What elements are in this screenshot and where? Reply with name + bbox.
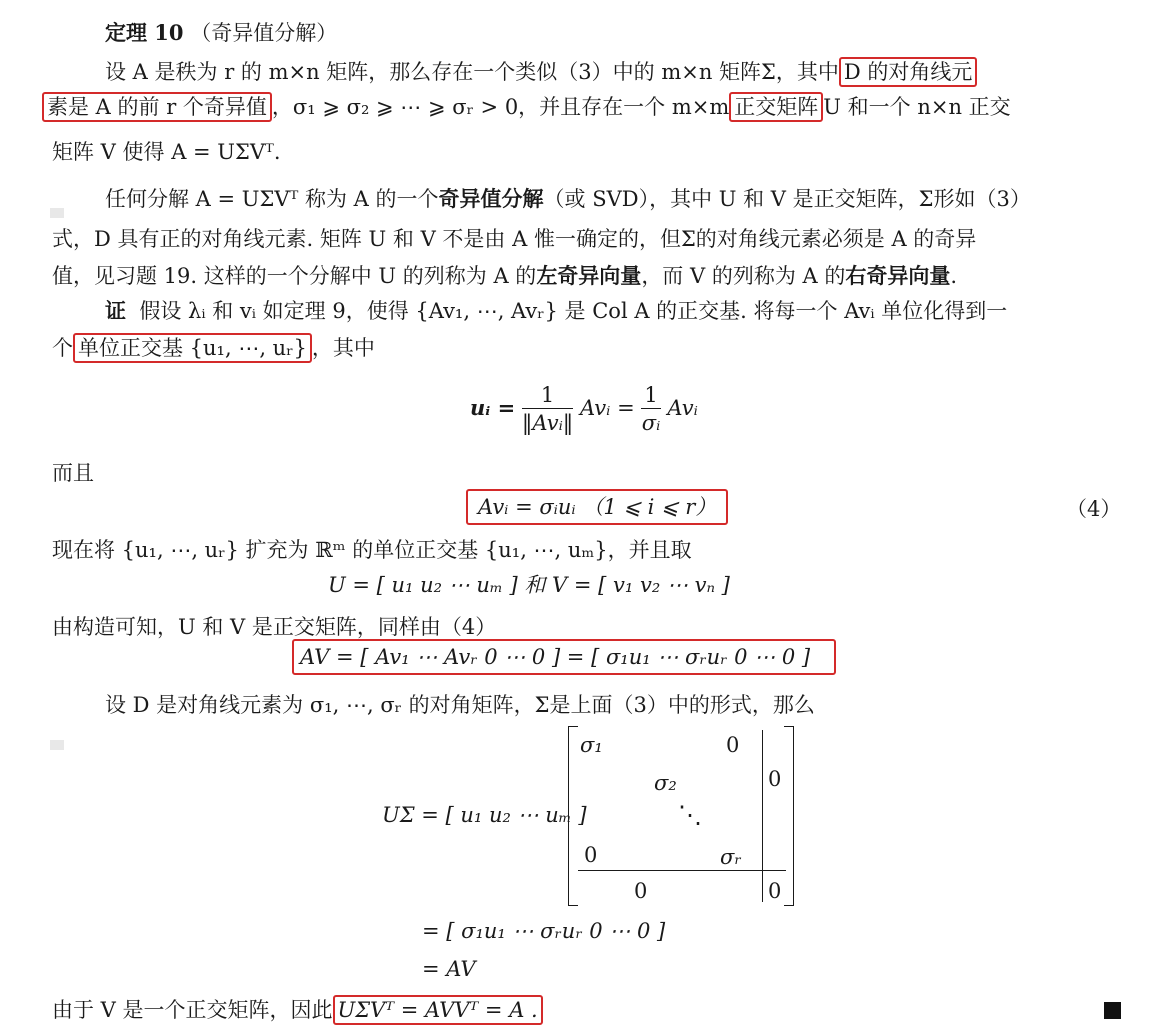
matrix-bracket-left	[568, 726, 578, 906]
frac-den: σᵢ	[641, 411, 661, 435]
and-text: 而且	[52, 461, 94, 485]
eq-text: Avᵢ	[667, 396, 698, 420]
proof-text: 个	[52, 336, 73, 360]
matrix-bracket-right	[784, 726, 794, 906]
highlight-box: UΣVᵀ = AVVᵀ = A .	[333, 995, 543, 1025]
highlight-box: D 的对角线元	[839, 57, 978, 87]
theorem-heading	[105, 18, 337, 48]
av-equation	[292, 642, 836, 672]
final-text: 由于 V 是一个正交矩阵，因此	[52, 998, 333, 1022]
final-line	[52, 995, 543, 1025]
eq-text: uᵢ =	[470, 395, 516, 420]
proof-line-2	[52, 333, 375, 363]
para-line-2	[52, 224, 976, 254]
matrix-zero: 0	[584, 843, 598, 867]
para-text: （或 SVD），其中 U 和 V 是正交矩阵，Σ形如（3）	[543, 187, 1031, 211]
matrix-ddots: ⋱	[678, 801, 702, 829]
highlight-box: 正交矩阵	[729, 92, 823, 122]
matrix-sigma-2: σ₂	[654, 771, 677, 795]
fraction	[522, 382, 573, 437]
term-left-singular: 左奇异向量	[536, 263, 642, 288]
para-line-3	[52, 261, 957, 291]
frac-num: 1	[522, 382, 573, 409]
matrix-zero: 0	[726, 733, 740, 757]
theorem-line-3	[52, 137, 281, 167]
proof-text: ，其中	[311, 336, 375, 360]
frac-den: ‖Avᵢ‖	[521, 411, 574, 435]
equation-4	[466, 492, 728, 522]
matrix-zero: 0	[768, 767, 782, 791]
theorem-title: 定理 10	[105, 20, 184, 45]
matrix-partition-vertical	[762, 730, 763, 902]
matrix-partition-horizontal	[578, 870, 786, 871]
theorem-text: 矩阵 V 使得 A = UΣVᵀ.	[52, 140, 281, 164]
para-text: .	[950, 264, 958, 288]
para-text: ，而 V 的列称为 A 的	[641, 264, 846, 288]
term-right-singular: 右奇异向量	[845, 263, 951, 288]
matrix-zero: 0	[634, 879, 648, 903]
uv-definition: U = [ u₁ u₂ ⋯ uₘ ] 和 V = [ v₁ v₂ ⋯ vₙ ]	[328, 573, 730, 597]
construct-text: 由构造可知，U 和 V 是正交矩阵，同样由（4）	[52, 615, 497, 639]
extend-text: 现在将 {u₁, ⋯, uᵣ} 扩充为 ℝᵐ 的单位正交基 {u₁, ⋯, uₘ}，并且取	[52, 538, 692, 562]
theorem-line-1	[105, 57, 977, 87]
para-text: 任何分解 A = UΣVᵀ 称为 A 的一个	[105, 187, 439, 211]
proof-label: 证	[105, 298, 126, 323]
highlight-box: 素是 A 的前 r 个奇异值	[42, 92, 272, 122]
set-d-text: 设 D 是对角线元素为 σ₁, ⋯, σᵣ 的对角矩阵，Σ是上面（3）中的形式，那么	[105, 693, 815, 717]
para-text: 值，见习题 19. 这样的一个分解中 U 的列称为 A 的	[52, 264, 537, 288]
matrix-sigma-r: σᵣ	[720, 845, 742, 869]
result-line-1: = [ σ₁u₁ ⋯ σᵣuᵣ 0 ⋯ 0 ]	[422, 919, 666, 943]
highlight-box: Avᵢ = σᵢuᵢ （1 ⩽ i ⩽ r）	[466, 489, 728, 525]
theorem-text: ，σ₁ ⩾ σ₂ ⩾ ⋯ ⩾ σᵣ > 0，并且存在一个 m×m	[271, 95, 730, 119]
proof-line-1	[105, 296, 1007, 326]
theorem-text: 设 A 是秩为 r 的 m×n 矩阵，那么存在一个类似（3）中的 m×n 矩阵Σ，其中	[105, 60, 839, 84]
matrix-sigma-1: σ₁	[580, 733, 603, 757]
equation-ui	[470, 378, 698, 438]
result-line-2: = AV	[422, 957, 476, 981]
highlight-box: AV = [ Av₁ ⋯ Avᵣ 0 ⋯ 0 ] = [ σ₁u₁ ⋯ σᵣuᵣ 0 ⋯ 0 ]	[292, 639, 836, 675]
fraction	[641, 382, 660, 437]
highlight-box: 单位正交基 {u₁, ⋯, uᵣ}	[73, 333, 312, 363]
para-line-1	[105, 184, 1031, 214]
scan-artifact	[50, 208, 64, 218]
theorem-subtitle: （奇异值分解）	[190, 21, 338, 45]
para-text: 式，D 具有正的对角线元素. 矩阵 U 和 V 不是由 A 惟一确定的，但Σ的对角线元素必须是 A 的奇异	[52, 227, 977, 251]
theorem-text: U 和一个 n×n 正交	[823, 95, 1011, 119]
term-svd: 奇异值分解	[438, 186, 544, 211]
frac-num: 1	[641, 382, 660, 409]
proof-text: 假设 λᵢ 和 vᵢ 如定理 9，使得 {Av₁, ⋯, Avᵣ} 是 Col A 的正交基. 将每一个 Avᵢ 单位化得到一	[139, 299, 1008, 323]
eq-text: Avᵢ =	[579, 396, 635, 420]
matrix-zero: 0	[768, 879, 782, 903]
usigma-lhs: UΣ = [ u₁ u₂ ⋯ uₘ ]	[382, 803, 587, 827]
qed-square-icon	[1104, 1002, 1121, 1019]
equation-4-label: （4）	[1066, 497, 1122, 521]
scan-artifact	[50, 740, 64, 750]
theorem-line-2	[42, 92, 1011, 122]
